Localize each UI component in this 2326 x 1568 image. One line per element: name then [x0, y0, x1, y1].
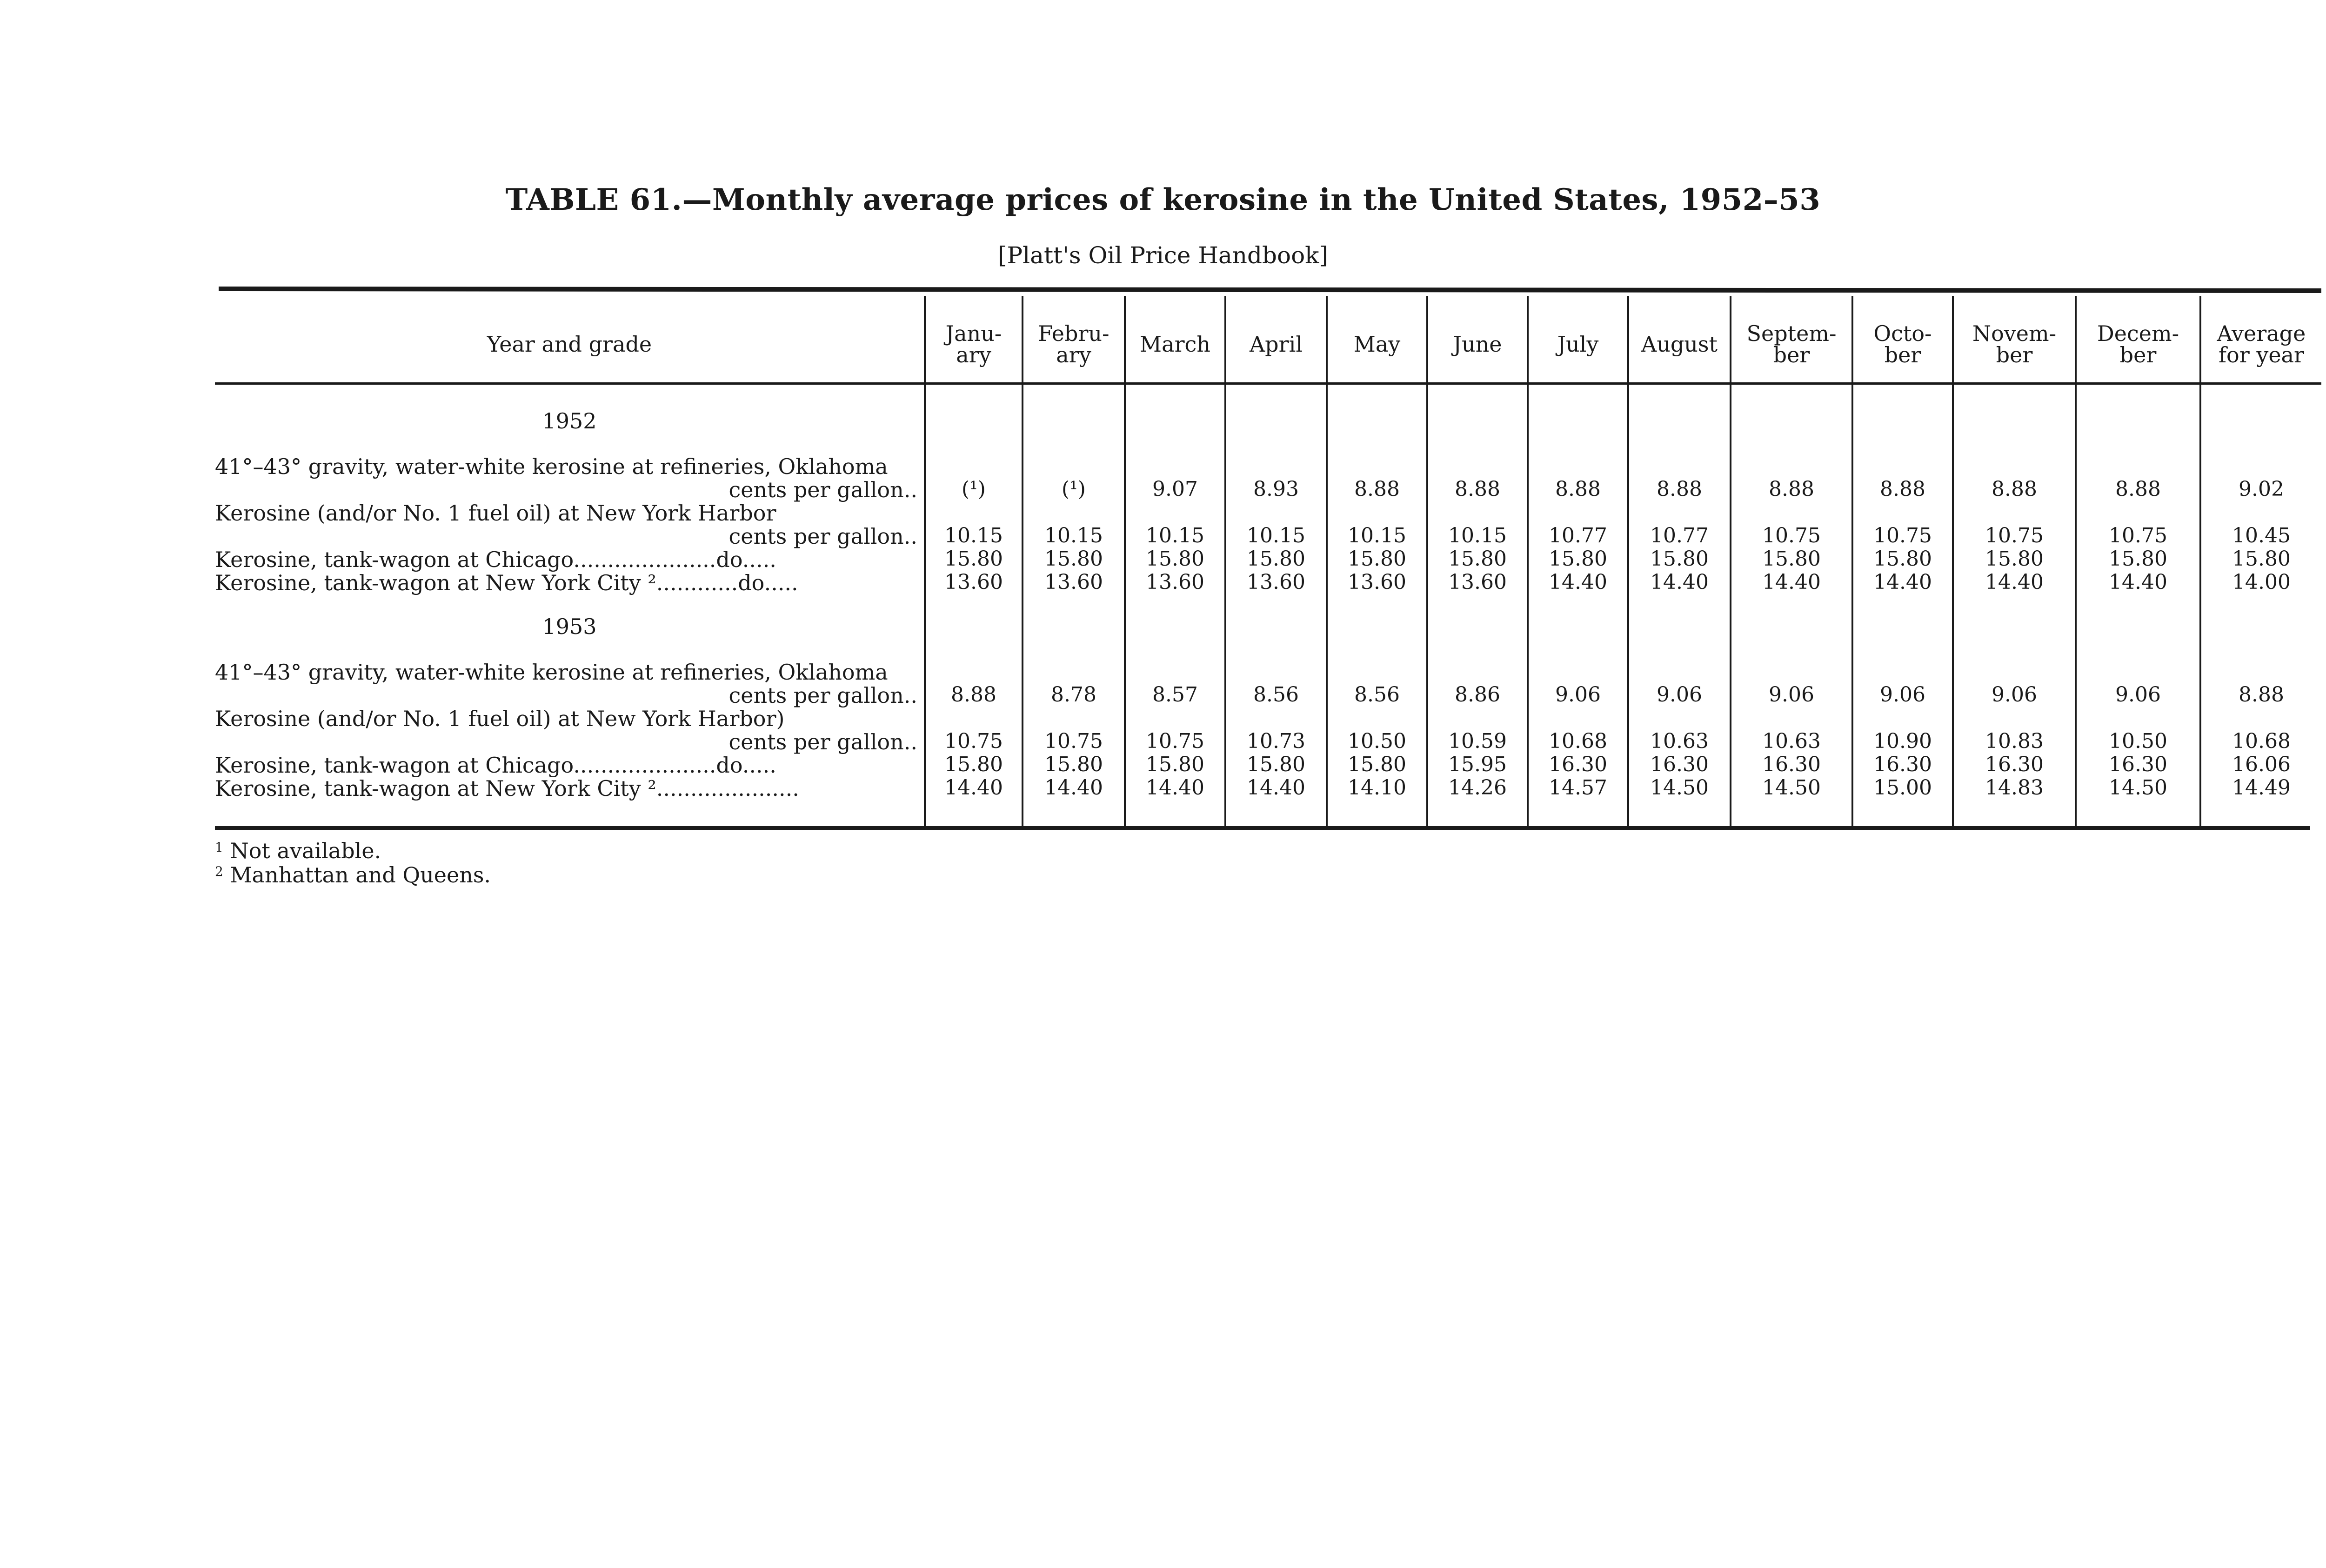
table-cell: 10.77	[1650, 524, 1709, 547]
table-cell: 8.88	[2239, 683, 2284, 707]
stub-header: Year and grade	[487, 332, 652, 357]
table-title: TABLE 61.—Monthly average prices of kerosine in the United States, 1952–53	[505, 182, 1821, 217]
header-january: Janu- ary	[945, 321, 1002, 367]
header-september: Septem- ber	[1746, 321, 1837, 367]
table-cell: 16.30	[1762, 753, 1821, 776]
row-1953-nycity-label: Kerosine, tank-wagon at New York City ².....................	[215, 776, 799, 801]
header-february: Febru- ary	[1038, 321, 1110, 367]
table-cell: 14.40	[944, 776, 1003, 800]
table-cell: 8.56	[1253, 683, 1299, 707]
table-cell: 8.88	[1769, 477, 1814, 501]
row-1953-nyharbor-label: Kerosine (and/or No. 1 fuel oil) at New York Harbor)	[215, 706, 785, 731]
table-cell: 8.88	[1455, 477, 1500, 501]
table-cell: 15.80	[1146, 547, 1204, 571]
table-cell: 8.57	[1152, 683, 1198, 707]
header-august: August	[1641, 332, 1718, 357]
table-cell: 10.68	[1549, 729, 1607, 753]
table-cell: 13.60	[1448, 570, 1507, 594]
table-cell: 15.80	[1985, 547, 2044, 571]
table-cell: 14.40	[1549, 570, 1607, 594]
table-cell: 14.50	[2109, 776, 2167, 800]
table-cell: 14.49	[2232, 776, 2291, 800]
table-cell: 9.06	[1555, 683, 1601, 707]
table-cell: 16.30	[1650, 753, 1709, 776]
table-cell: 10.75	[1762, 524, 1821, 547]
table-cell: 10.15	[1044, 524, 1103, 547]
table-cell: 15.80	[1650, 547, 1709, 571]
table-cell: 8.78	[1051, 683, 1096, 707]
table-cell: 10.75	[1985, 524, 2044, 547]
table-cell: 14.26	[1448, 776, 1507, 800]
table-cell: 16.30	[1549, 753, 1607, 776]
header-march: March	[1140, 332, 1210, 357]
table-cell: 14.40	[1650, 570, 1709, 594]
table-cell: 10.75	[1146, 729, 1204, 753]
table-cell: 15.80	[1549, 547, 1607, 571]
table-cell: 15.80	[1873, 547, 1932, 571]
table-cell: 14.40	[1247, 776, 1305, 800]
table-cell: 14.40	[1985, 570, 2044, 594]
table-cell: 15.80	[1348, 753, 1406, 776]
header-may: May	[1353, 332, 1401, 357]
header-july: July	[1557, 332, 1599, 357]
row-1952-nyharbor-label: Kerosine (and/or No. 1 fuel oil) at New York Harbor	[215, 500, 776, 526]
table-cell: 15.95	[1448, 753, 1507, 776]
header-rule	[215, 382, 2321, 385]
table-cell: 13.60	[1247, 570, 1305, 594]
row-1952-nyharbor-unit: cents per gallon..	[729, 524, 917, 549]
table-cell: 8.56	[1354, 683, 1400, 707]
table-cell: 10.73	[1247, 729, 1305, 753]
table-cell: 10.45	[2232, 524, 2291, 547]
table-cell: 8.88	[2115, 477, 2161, 501]
table-cell: 13.60	[1146, 570, 1204, 594]
table-cell: 8.93	[1253, 477, 1299, 501]
year-heading-1952: 1952	[542, 408, 597, 434]
table-cell: 10.59	[1448, 729, 1507, 753]
bottom-rule	[215, 826, 2310, 830]
table-cell: 14.57	[1549, 776, 1607, 800]
table-cell: 13.60	[1348, 570, 1406, 594]
table-cell: 10.63	[1650, 729, 1709, 753]
table-cell: 10.15	[1448, 524, 1507, 547]
table-cell: 15.80	[1044, 753, 1103, 776]
header-november: Novem- ber	[1972, 321, 2057, 367]
table-cell: 15.80	[944, 753, 1003, 776]
header-june: June	[1453, 332, 1502, 357]
table-cell: 16.30	[2109, 753, 2167, 776]
row-1952-oklahoma-label: 41°–43° gravity, water-white kerosine at refineries, Oklahoma	[215, 454, 888, 479]
table-cell: 10.15	[944, 524, 1003, 547]
row-1953-oklahoma-unit: cents per gallon..	[729, 683, 917, 708]
table-cell: 8.88	[1880, 477, 1925, 501]
table-cell: 15.80	[1146, 753, 1204, 776]
top-rule	[219, 287, 2321, 293]
table-cell: 14.40	[1146, 776, 1204, 800]
row-1952-chicago-label: Kerosine, tank-wagon at Chicago.....................do.....	[215, 547, 776, 572]
table-cell: 14.50	[1650, 776, 1709, 800]
table-cell: 10.15	[1247, 524, 1305, 547]
table-cell: 10.75	[2109, 524, 2167, 547]
table-cell: 15.80	[1044, 547, 1103, 571]
header-october: Octo- ber	[1873, 321, 1932, 367]
table-cell: 10.75	[1044, 729, 1103, 753]
footnote-2: $^2$ Manhattan and Queens.	[215, 862, 491, 887]
table-cell: 10.77	[1549, 524, 1607, 547]
row-1953-nyharbor-unit: cents per gallon..	[729, 729, 917, 754]
table-cell: 16.30	[1985, 753, 2044, 776]
table-cell: 10.15	[1146, 524, 1204, 547]
table-cell: 10.50	[2109, 729, 2167, 753]
table-cell: 9.06	[1769, 683, 1814, 707]
table-cell: 14.40	[1762, 570, 1821, 594]
table-cell: 10.83	[1985, 729, 2044, 753]
table-cell: 15.80	[1762, 547, 1821, 571]
header-average: Average for year	[2217, 321, 2306, 367]
table-cell: 9.06	[1657, 683, 1702, 707]
table-cell: 9.02	[2239, 477, 2284, 501]
row-1953-chicago-label: Kerosine, tank-wagon at Chicago.....................do.....	[215, 753, 776, 778]
table-cell: 14.40	[1873, 570, 1932, 594]
row-1952-nycity-label: Kerosine, tank-wagon at New York City ²............do.....	[215, 570, 798, 595]
table-cell: 14.10	[1348, 776, 1406, 800]
table-cell: 8.86	[1455, 683, 1500, 707]
table-cell: 15.80	[1348, 547, 1406, 571]
table-cell: 15.80	[944, 547, 1003, 571]
table-subtitle: [Platt's Oil Price Handbook]	[998, 242, 1328, 269]
table-cell: 8.88	[1354, 477, 1400, 501]
table-cell: 15.80	[1448, 547, 1507, 571]
table-cell: 13.60	[944, 570, 1003, 594]
table-cell: 8.88	[1992, 477, 2037, 501]
header-december: Decem- ber	[2097, 321, 2179, 367]
table-cell: (¹)	[1062, 477, 1086, 501]
row-1953-oklahoma-label: 41°–43° gravity, water-white kerosine at refineries, Oklahoma	[215, 660, 888, 685]
table-cell: 14.40	[1044, 776, 1103, 800]
table-cell: 9.06	[2115, 683, 2161, 707]
table-cell: 8.88	[951, 683, 996, 707]
table-cell: 14.40	[2109, 570, 2167, 594]
table-cell: 15.00	[1873, 776, 1932, 800]
header-april: April	[1249, 332, 1303, 357]
table-cell: 8.88	[1555, 477, 1601, 501]
footnote-1: $^1$ Not available.	[215, 838, 381, 863]
table-cell: 10.50	[1348, 729, 1406, 753]
table-cell: 10.75	[944, 729, 1003, 753]
table-cell: 15.80	[2109, 547, 2167, 571]
table-cell: 9.07	[1152, 477, 1198, 501]
table-cell: 14.50	[1762, 776, 1821, 800]
table-cell: 16.06	[2232, 753, 2291, 776]
table-cell: 14.00	[2232, 570, 2291, 594]
table-cell: 13.60	[1044, 570, 1103, 594]
row-1952-oklahoma-unit: cents per gallon..	[729, 477, 917, 502]
table-cell: 15.80	[2232, 547, 2291, 571]
table-cell: 9.06	[1992, 683, 2037, 707]
table-cell: 10.75	[1873, 524, 1932, 547]
table-cell: 8.88	[1657, 477, 1702, 501]
table-cell: (¹)	[962, 477, 986, 501]
table-cell: 10.90	[1873, 729, 1932, 753]
table-cell: 10.15	[1348, 524, 1406, 547]
table-cell: 15.80	[1247, 547, 1305, 571]
table-cell: 9.06	[1880, 683, 1925, 707]
table-cell: 16.30	[1873, 753, 1932, 776]
table-cell: 15.80	[1247, 753, 1305, 776]
table-cell: 10.68	[2232, 729, 2291, 753]
table-cell: 10.63	[1762, 729, 1821, 753]
year-heading-1953: 1953	[542, 614, 597, 639]
table-cell: 14.83	[1985, 776, 2044, 800]
